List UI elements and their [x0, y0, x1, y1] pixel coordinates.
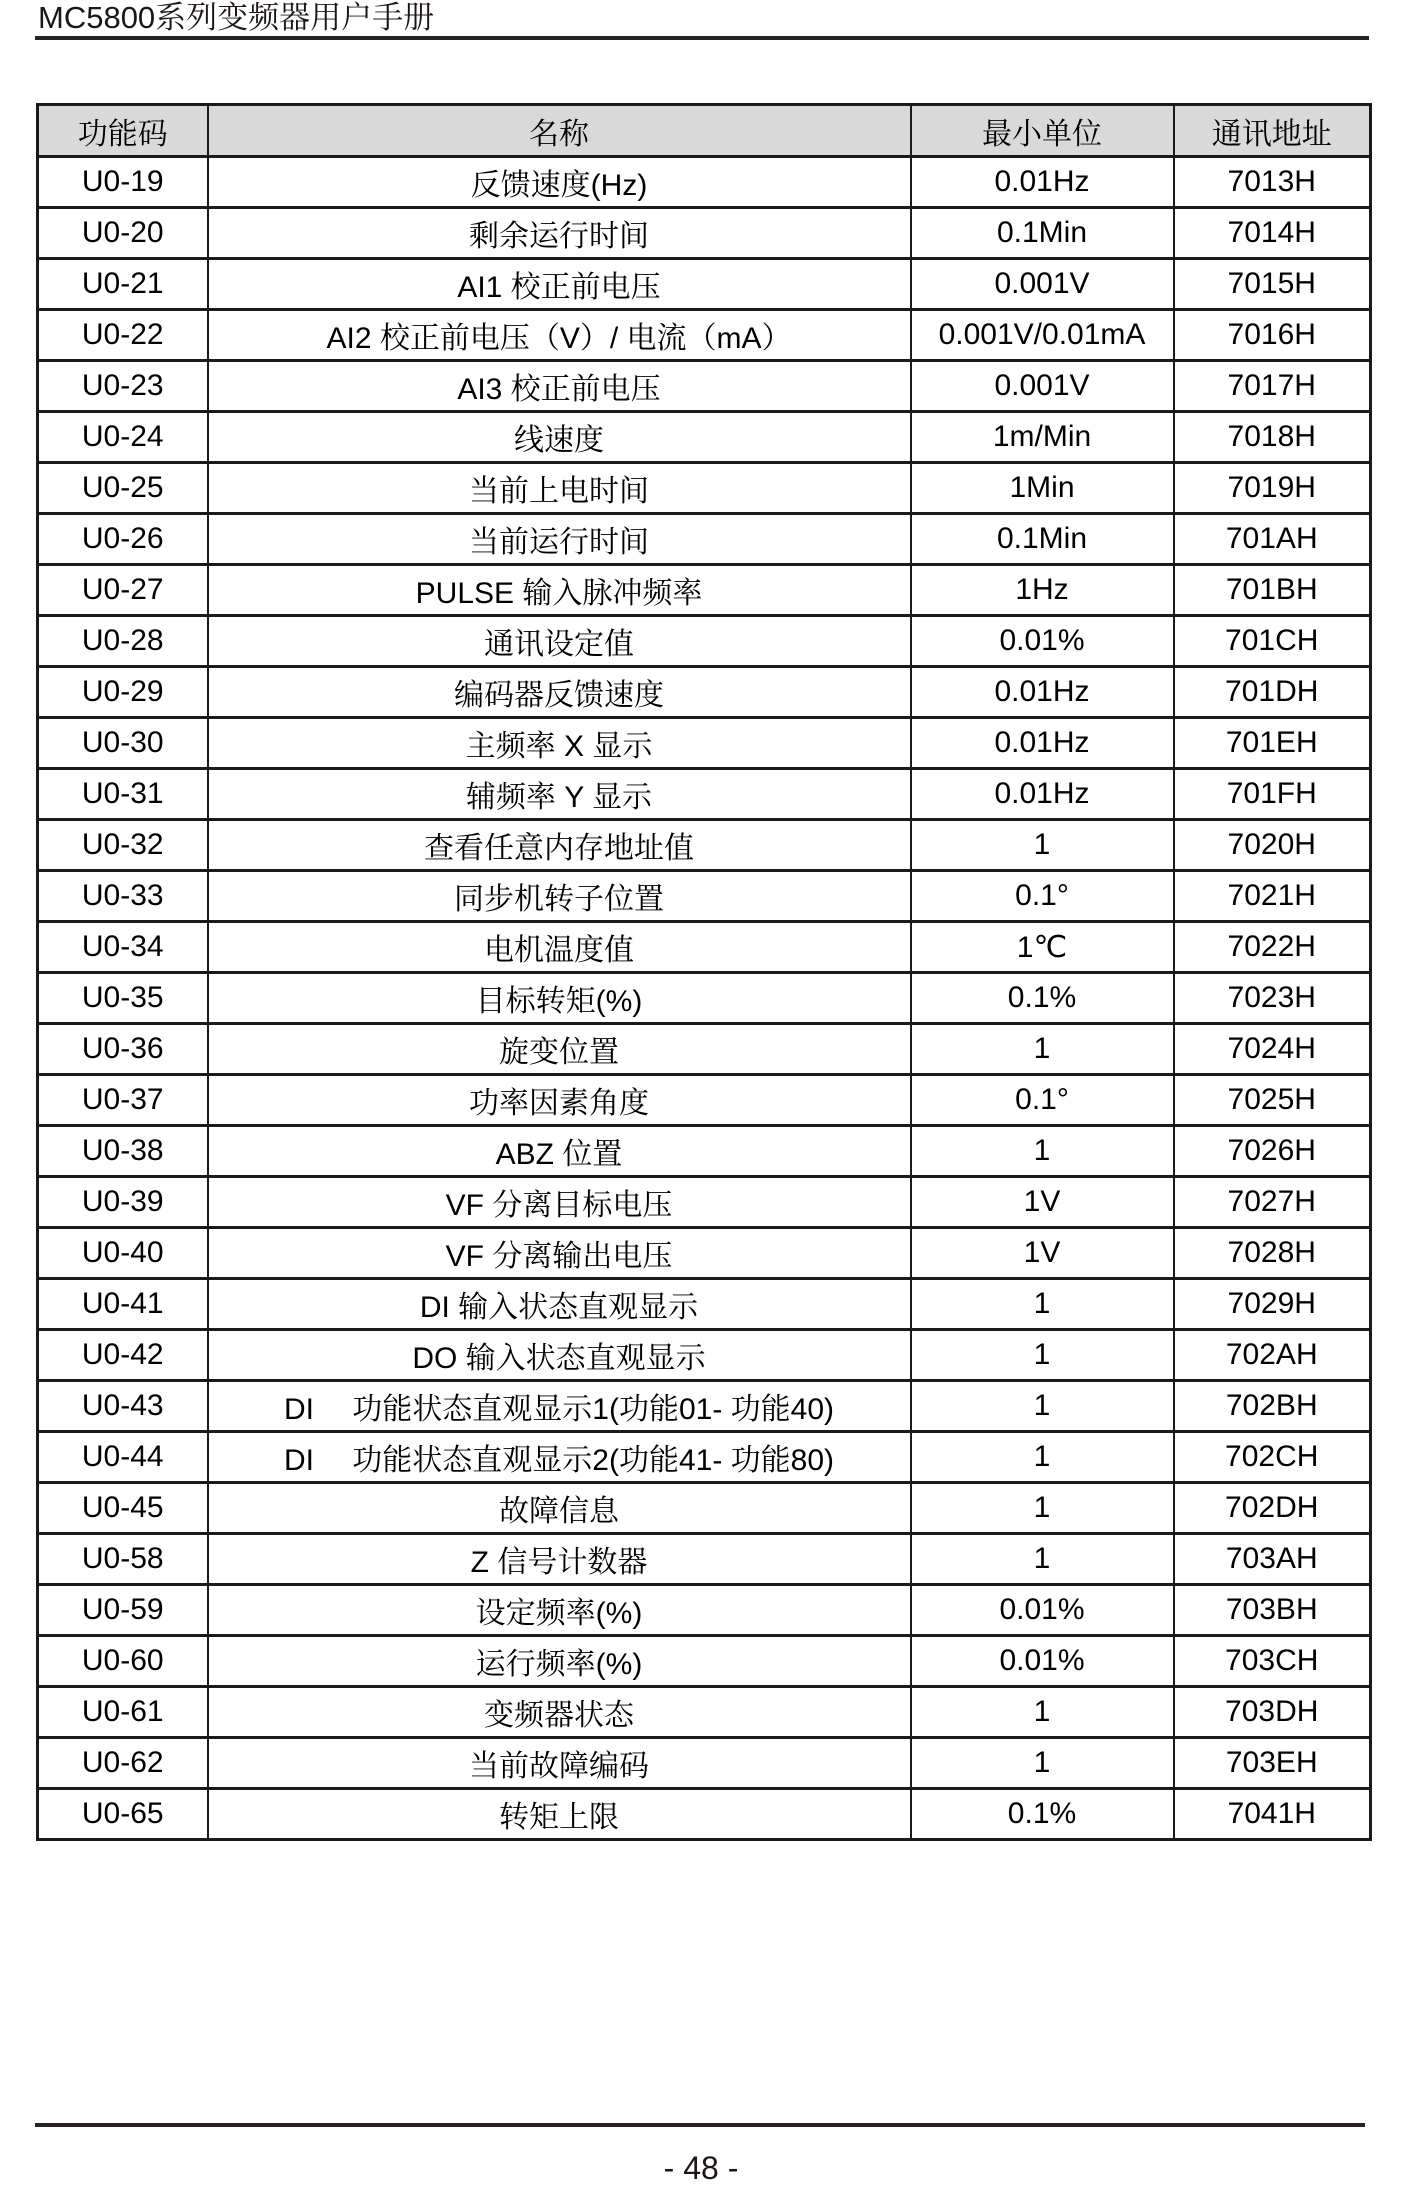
table-row — [38, 1228, 1371, 1279]
cell-min-unit: 0.1Min — [911, 514, 1174, 565]
table-row — [38, 310, 1371, 361]
cell-name: PULSE 输入脉冲频率 — [208, 565, 911, 616]
cell-comm-address: 7020H — [1174, 820, 1371, 871]
cell-min-unit: 0.01Hz — [911, 667, 1174, 718]
table-row — [38, 259, 1371, 310]
column-header-name: 名称 — [208, 105, 911, 157]
cell-comm-address: 7021H — [1174, 871, 1371, 922]
cell-function-code: U0-59 — [38, 1585, 208, 1636]
cell-comm-address: 701DH — [1174, 667, 1371, 718]
cell-comm-address: 7029H — [1174, 1279, 1371, 1330]
cell-comm-address: 701BH — [1174, 565, 1371, 616]
cell-comm-address: 702BH — [1174, 1381, 1371, 1432]
cell-min-unit: 1 — [911, 1024, 1174, 1075]
page-number: - 48 - — [663, 2150, 739, 2185]
table-row — [38, 769, 1371, 820]
table-row — [38, 973, 1371, 1024]
cell-min-unit: 0.01% — [911, 1636, 1174, 1687]
cell-comm-address: 7026H — [1174, 1126, 1371, 1177]
cell-function-code: U0-24 — [38, 412, 208, 463]
table-row — [38, 718, 1371, 769]
cell-min-unit: 1 — [911, 1483, 1174, 1534]
cell-comm-address: 701AH — [1174, 514, 1371, 565]
cell-comm-address: 7013H — [1174, 157, 1371, 208]
table-row — [38, 616, 1371, 667]
table-row — [38, 1330, 1371, 1381]
table-row — [38, 1738, 1371, 1789]
cell-comm-address: 7022H — [1174, 922, 1371, 973]
cell-comm-address: 7019H — [1174, 463, 1371, 514]
table-row — [38, 922, 1371, 973]
table-header-row — [38, 105, 1371, 157]
table-row — [38, 1789, 1371, 1840]
cell-min-unit: 0.1% — [911, 1789, 1174, 1840]
cell-comm-address: 7018H — [1174, 412, 1371, 463]
table-row — [38, 1126, 1371, 1177]
table-row — [38, 157, 1371, 208]
cell-function-code: U0-29 — [38, 667, 208, 718]
cell-function-code: U0-44 — [38, 1432, 208, 1483]
cell-min-unit: 1 — [911, 820, 1174, 871]
cell-function-code: U0-45 — [38, 1483, 208, 1534]
cell-comm-address: 703BH — [1174, 1585, 1371, 1636]
cell-name: 通讯设定值 — [208, 616, 911, 667]
table-row — [38, 463, 1371, 514]
cell-name: 辅频率 Y 显示 — [208, 769, 911, 820]
cell-function-code: U0-34 — [38, 922, 208, 973]
cell-function-code: U0-32 — [38, 820, 208, 871]
table-row — [38, 514, 1371, 565]
cell-name: 查看任意内存地址值 — [208, 820, 911, 871]
cell-name: 主频率 X 显示 — [208, 718, 911, 769]
cell-function-code: U0-35 — [38, 973, 208, 1024]
cell-name: 线速度 — [208, 412, 911, 463]
cell-min-unit: 0.1% — [911, 973, 1174, 1024]
cell-function-code: U0-42 — [38, 1330, 208, 1381]
cell-comm-address: 7041H — [1174, 1789, 1371, 1840]
cell-function-code: U0-33 — [38, 871, 208, 922]
cell-function-code: U0-30 — [38, 718, 208, 769]
cell-comm-address: 701CH — [1174, 616, 1371, 667]
cell-name: DI 功能状态直观显示1(功能01- 功能40) — [208, 1381, 911, 1432]
cell-comm-address: 7025H — [1174, 1075, 1371, 1126]
table-row — [38, 1381, 1371, 1432]
cell-comm-address: 703CH — [1174, 1636, 1371, 1687]
cell-name: AI2 校正前电压（V）/ 电流（mA） — [208, 310, 911, 361]
cell-function-code: U0-65 — [38, 1789, 208, 1840]
cell-function-code: U0-21 — [38, 259, 208, 310]
cell-function-code: U0-58 — [38, 1534, 208, 1585]
cell-name: 当前故障编码 — [208, 1738, 911, 1789]
cell-min-unit: 0.01Hz — [911, 157, 1174, 208]
cell-comm-address: 703DH — [1174, 1687, 1371, 1738]
table-row — [38, 1075, 1371, 1126]
cell-function-code: U0-61 — [38, 1687, 208, 1738]
cell-function-code: U0-37 — [38, 1075, 208, 1126]
cell-min-unit: 1 — [911, 1279, 1174, 1330]
cell-min-unit: 1 — [911, 1738, 1174, 1789]
cell-name: VF 分离输出电压 — [208, 1228, 911, 1279]
table-row — [38, 1177, 1371, 1228]
cell-min-unit: 0.1° — [911, 1075, 1174, 1126]
cell-min-unit: 1 — [911, 1687, 1174, 1738]
table-row — [38, 1636, 1371, 1687]
table-row — [38, 820, 1371, 871]
cell-function-code: U0-23 — [38, 361, 208, 412]
cell-comm-address: 703AH — [1174, 1534, 1371, 1585]
cell-name: VF 分离目标电压 — [208, 1177, 911, 1228]
cell-name: 编码器反馈速度 — [208, 667, 911, 718]
table-row — [38, 1432, 1371, 1483]
cell-min-unit: 1℃ — [911, 922, 1174, 973]
cell-comm-address: 702AH — [1174, 1330, 1371, 1381]
cell-comm-address: 702DH — [1174, 1483, 1371, 1534]
table-row — [38, 565, 1371, 616]
cell-name: DI 输入状态直观显示 — [208, 1279, 911, 1330]
cell-min-unit: 1 — [911, 1432, 1174, 1483]
cell-name: DI 功能状态直观显示2(功能41- 功能80) — [208, 1432, 911, 1483]
table-row — [38, 1534, 1371, 1585]
cell-comm-address: 701EH — [1174, 718, 1371, 769]
cell-min-unit: 0.001V — [911, 259, 1174, 310]
cell-function-code: U0-26 — [38, 514, 208, 565]
table-row — [38, 1483, 1371, 1534]
table-row — [38, 1687, 1371, 1738]
cell-min-unit: 1V — [911, 1228, 1174, 1279]
cell-comm-address: 701FH — [1174, 769, 1371, 820]
cell-min-unit: 0.01Hz — [911, 769, 1174, 820]
cell-comm-address: 7028H — [1174, 1228, 1371, 1279]
document-title: MC5800系列变频器用户手册 — [38, 0, 435, 35]
cell-function-code: U0-39 — [38, 1177, 208, 1228]
table-row — [38, 1585, 1371, 1636]
cell-function-code: U0-22 — [38, 310, 208, 361]
cell-name: Z 信号计数器 — [208, 1534, 911, 1585]
cell-min-unit: 0.01% — [911, 1585, 1174, 1636]
cell-comm-address: 7024H — [1174, 1024, 1371, 1075]
column-header-min-unit: 最小单位 — [911, 105, 1174, 157]
table-row — [38, 667, 1371, 718]
header-divider — [35, 36, 1369, 40]
cell-comm-address: 7023H — [1174, 973, 1371, 1024]
cell-min-unit: 0.1Min — [911, 208, 1174, 259]
cell-name: 同步机转子位置 — [208, 871, 911, 922]
cell-function-code: U0-43 — [38, 1381, 208, 1432]
cell-name: 剩余运行时间 — [208, 208, 911, 259]
cell-name: 反馈速度(Hz) — [208, 157, 911, 208]
cell-comm-address: 7015H — [1174, 259, 1371, 310]
cell-name: 当前运行时间 — [208, 514, 911, 565]
cell-function-code: U0-20 — [38, 208, 208, 259]
cell-min-unit: 0.001V — [911, 361, 1174, 412]
cell-comm-address: 7017H — [1174, 361, 1371, 412]
cell-function-code: U0-25 — [38, 463, 208, 514]
cell-function-code: U0-36 — [38, 1024, 208, 1075]
cell-name: 故障信息 — [208, 1483, 911, 1534]
cell-name: 变频器状态 — [208, 1687, 911, 1738]
table-row — [38, 871, 1371, 922]
cell-min-unit: 1 — [911, 1534, 1174, 1585]
cell-name: 设定频率(%) — [208, 1585, 911, 1636]
cell-function-code: U0-27 — [38, 565, 208, 616]
function-code-table — [36, 103, 1372, 1841]
table-row — [38, 412, 1371, 463]
cell-function-code: U0-62 — [38, 1738, 208, 1789]
cell-function-code: U0-19 — [38, 157, 208, 208]
cell-name: 功率因素角度 — [208, 1075, 911, 1126]
cell-min-unit: 1Min — [911, 463, 1174, 514]
footer-divider — [35, 2123, 1365, 2127]
cell-name: DO 输入状态直观显示 — [208, 1330, 911, 1381]
cell-comm-address: 7027H — [1174, 1177, 1371, 1228]
cell-comm-address: 7016H — [1174, 310, 1371, 361]
cell-name: ABZ 位置 — [208, 1126, 911, 1177]
cell-name: 电机温度值 — [208, 922, 911, 973]
table-row — [38, 361, 1371, 412]
cell-name: AI3 校正前电压 — [208, 361, 911, 412]
cell-comm-address: 702CH — [1174, 1432, 1371, 1483]
cell-min-unit: 0.01Hz — [911, 718, 1174, 769]
table-row — [38, 1024, 1371, 1075]
cell-name: AI1 校正前电压 — [208, 259, 911, 310]
cell-min-unit: 0.001V/0.01mA — [911, 310, 1174, 361]
cell-name: 转矩上限 — [208, 1789, 911, 1840]
cell-min-unit: 1 — [911, 1381, 1174, 1432]
cell-min-unit: 1 — [911, 1126, 1174, 1177]
cell-comm-address: 703EH — [1174, 1738, 1371, 1789]
cell-function-code: U0-41 — [38, 1279, 208, 1330]
cell-min-unit: 0.1° — [911, 871, 1174, 922]
cell-name: 目标转矩(%) — [208, 973, 911, 1024]
cell-name: 运行频率(%) — [208, 1636, 911, 1687]
cell-name: 旋变位置 — [208, 1024, 911, 1075]
column-header-function-code: 功能码 — [38, 105, 208, 157]
cell-min-unit: 1m/Min — [911, 412, 1174, 463]
table-row — [38, 208, 1371, 259]
cell-function-code: U0-38 — [38, 1126, 208, 1177]
cell-function-code: U0-60 — [38, 1636, 208, 1687]
cell-min-unit: 1V — [911, 1177, 1174, 1228]
cell-min-unit: 0.01% — [911, 616, 1174, 667]
cell-comm-address: 7014H — [1174, 208, 1371, 259]
cell-min-unit: 1Hz — [911, 565, 1174, 616]
cell-name: 当前上电时间 — [208, 463, 911, 514]
cell-function-code: U0-28 — [38, 616, 208, 667]
column-header-comm-address: 通讯地址 — [1174, 105, 1371, 157]
cell-function-code: U0-31 — [38, 769, 208, 820]
cell-min-unit: 1 — [911, 1330, 1174, 1381]
table-row — [38, 1279, 1371, 1330]
cell-function-code: U0-40 — [38, 1228, 208, 1279]
